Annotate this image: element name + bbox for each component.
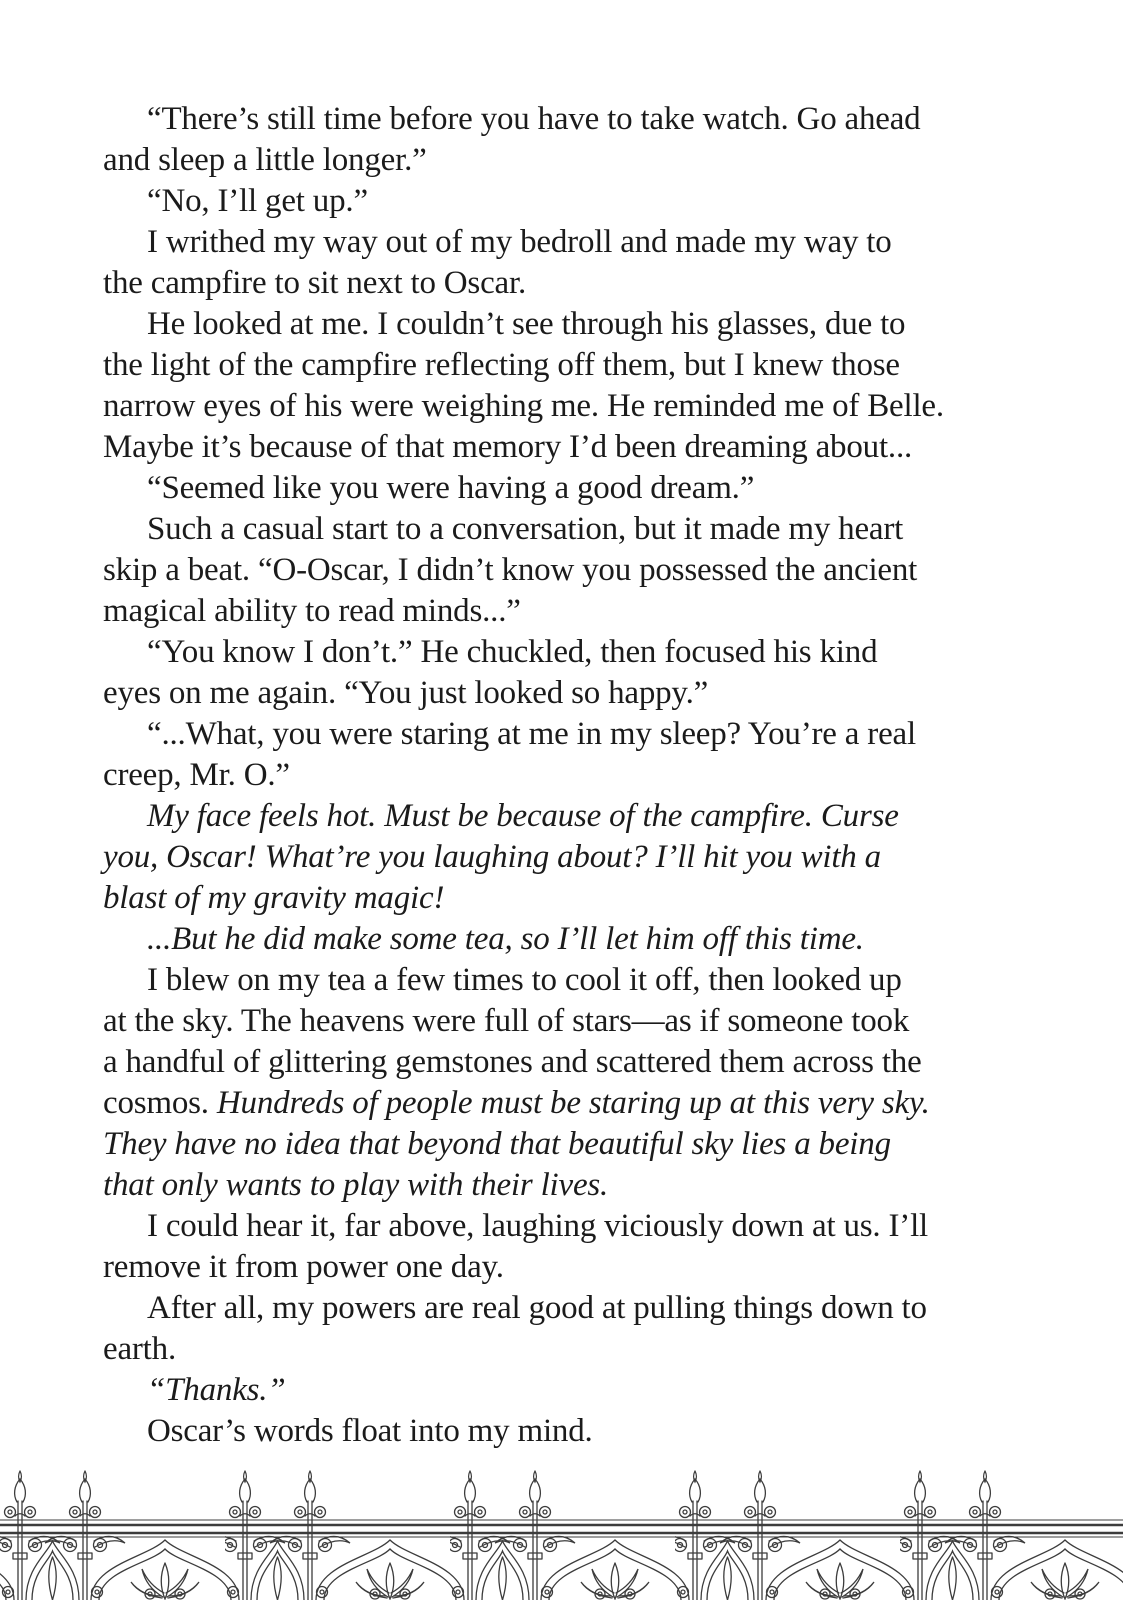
text-line [103, 1083, 1063, 1124]
text-line [103, 181, 1063, 222]
text-segment: eyes on me again. “You just looked so happy.” [103, 675, 709, 711]
italic-text-segment: Hundreds of people must be staring up at this very sky. [216, 1085, 930, 1121]
text-line [103, 550, 1063, 591]
text-line [103, 1329, 1063, 1370]
text-segment: After all, my powers are real good at pulling things down to [147, 1290, 927, 1326]
italic-text-segment: “Thanks.” [147, 1372, 286, 1408]
text-line [103, 140, 1063, 181]
text-line [103, 345, 1063, 386]
text-line [103, 509, 1063, 550]
text-segment: “...What, you were staring at me in my sleep? You’re a real [147, 716, 916, 752]
text-segment: “Seemed like you were having a good dream.” [147, 470, 755, 506]
text-line [103, 1411, 1063, 1452]
italic-text-segment: ...But he did make some tea, so I’ll let him off this time. [147, 921, 864, 957]
text-line [103, 468, 1063, 509]
text-line [103, 1247, 1063, 1288]
text-line [103, 755, 1063, 796]
text-segment: Oscar’s words float into my mind. [147, 1413, 593, 1449]
text-segment: earth. [103, 1331, 177, 1367]
text-segment: at the sky. The heavens were full of stars—as if someone took [103, 1003, 910, 1039]
text-line [103, 427, 1063, 468]
text-line [103, 386, 1063, 427]
text-line [103, 1001, 1063, 1042]
italic-text-segment: you, Oscar! What’re you laughing about? I’ll hit you with a [103, 839, 881, 875]
text-line [103, 1124, 1063, 1165]
text-segment: “You know I don’t.” He chuckled, then focused his kind [147, 634, 878, 670]
text-segment: magical ability to read minds...” [103, 593, 521, 629]
text-line [103, 1370, 1063, 1411]
italic-text-segment: that only wants to play with their lives. [103, 1167, 609, 1203]
ornamental-fence-border-icon [0, 1455, 1123, 1600]
text-segment: the campfire to sit next to Oscar. [103, 265, 526, 301]
text-line [103, 673, 1063, 714]
italic-text-segment: blast of my gravity magic! [103, 880, 445, 916]
text-line [103, 1206, 1063, 1247]
text-line [103, 1288, 1063, 1329]
text-segment: and sleep a little longer.” [103, 142, 427, 178]
text-line [103, 304, 1063, 345]
text-line [103, 878, 1063, 919]
text-segment: Maybe it’s because of that memory I’d been dreaming about... [103, 429, 913, 465]
text-segment: Such a casual start to a conversation, but it made my heart [147, 511, 904, 547]
text-segment: “There’s still time before you have to take watch. Go ahead [147, 101, 921, 137]
text-line [103, 263, 1063, 304]
text-line [103, 591, 1063, 632]
text-line [103, 714, 1063, 755]
italic-text-segment: My face feels hot. Must be because of the campfire. Curse [147, 798, 899, 834]
text-line [103, 222, 1063, 263]
text-segment: a handful of glittering gemstones and scattered them across the [103, 1044, 922, 1080]
text-segment: cosmos. [103, 1085, 217, 1121]
text-line [103, 796, 1063, 837]
text-segment: He looked at me. I couldn’t see through his glasses, due to [147, 306, 906, 342]
text-line [103, 837, 1063, 878]
text-segment: the light of the campfire reflecting off them, but I knew those [103, 347, 900, 383]
text-line [103, 1042, 1063, 1083]
text-segment: I writhed my way out of my bedroll and made my way to [147, 224, 892, 260]
text-line [103, 632, 1063, 673]
text-segment: “No, I’ll get up.” [147, 183, 368, 219]
text-segment: narrow eyes of his were weighing me. He reminded me of Belle. [103, 388, 944, 424]
text-segment: creep, Mr. O.” [103, 757, 290, 793]
text-segment: skip a beat. “O-Oscar, I didn’t know you possessed the ancient [103, 552, 918, 588]
text-line [103, 99, 1063, 140]
body-text [103, 99, 1063, 1452]
text-segment: remove it from power one day. [103, 1249, 504, 1285]
text-segment: I blew on my tea a few times to cool it off, then looked up [147, 962, 902, 998]
text-line [103, 919, 1063, 960]
text-line [103, 1165, 1063, 1206]
text-line [103, 960, 1063, 1001]
ornamental-fence-border [0, 1455, 1123, 1600]
italic-text-segment: They have no idea that beyond that beautiful sky lies a being [103, 1126, 891, 1162]
text-segment: I could hear it, far above, laughing viciously down at us. I’ll [147, 1208, 929, 1244]
